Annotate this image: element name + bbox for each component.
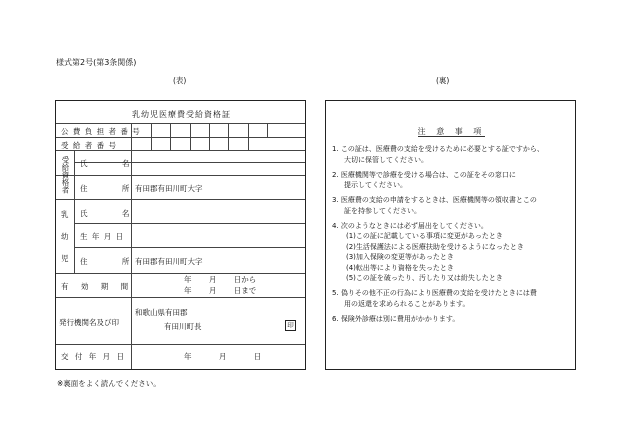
official-seal: 印 (285, 320, 296, 331)
note-sub-item: (4)転出等により資格を失ったとき (346, 263, 454, 272)
child-group-label-1: 乳 (61, 210, 69, 219)
note-sub-item: (5)この証を破ったり、汚したり又は紛失したとき (346, 274, 503, 282)
issue-date-value: 年 月 日 (184, 352, 262, 361)
note-sub-item: (1)この証に記載している事項に変更があったとき (346, 232, 503, 240)
note-line: 4. 次のようなときには必ず届出をしてください。 (332, 221, 488, 230)
child-address-value: 有田郡有田川町大字 (135, 257, 203, 266)
validity-from: 年 月 日から (184, 275, 257, 284)
recipient-number-label: 受 給 者 番 号 (61, 141, 118, 150)
note-line: 証を持参してください。 (344, 206, 421, 215)
child-name-label: 氏 名 (80, 209, 146, 218)
back-card (325, 100, 576, 370)
child-group-label-2: 幼 (61, 232, 69, 241)
notes-title: 注 意 事 項 (417, 127, 486, 136)
validity-label: 有 効 期 間 (61, 282, 134, 291)
birthdate-label: 生 年 月 日 (80, 232, 125, 241)
note-item (332, 314, 572, 325)
qualified-person-group-label: 受給資格者 (61, 156, 70, 194)
note-line: 1. この証は、医療費の支給を受けるために必要とする証ですから、 (332, 145, 544, 153)
issuer-prefecture: 和歌山県有田郡 (135, 308, 188, 317)
note-sub-item: (2)生活保護法による医療扶助を受けるようになったとき (346, 242, 524, 251)
qualified-address-value: 有田郡有田川町大字 (135, 184, 203, 193)
issuer-mayor: 有田川町長 (164, 322, 202, 331)
note-sub-item: (3)加入保険の変更等があったとき (346, 253, 454, 261)
note-item (332, 170, 572, 191)
child-address-label: 住 所 (80, 257, 146, 266)
note-line: 3. 医療費の支給の申請をするときは、医療機関等の領収書とこの (332, 196, 537, 204)
validity-to: 年 月 日まで (184, 286, 257, 295)
front-side-label: (表) (173, 76, 187, 85)
note-line: 用の返還を求められることがあります。 (344, 299, 470, 308)
note-item (332, 144, 572, 165)
child-group-label-3: 児 (61, 254, 69, 263)
front-card (55, 100, 306, 370)
note-line: 提示してください。 (344, 181, 407, 189)
footnote: ※裏面をよく読んでください。 (57, 379, 161, 388)
note-line: 5. 偽りその他不正の行為により医療費の支給を受けたときには費 (332, 289, 537, 297)
back-side-label: (裏) (436, 76, 450, 85)
issuer-label: 発行機関名及び印 (59, 318, 119, 327)
note-item (332, 195, 572, 216)
issue-date-label: 交 付 年 月 日 (61, 352, 127, 361)
form-number: 様式第2号(第3条関係) (56, 58, 137, 67)
note-line: 大切に保管してください。 (344, 155, 428, 164)
note-line: 2. 医療機関等で診療を受ける場合は、この証をその窓口に (332, 170, 516, 179)
notes-list (332, 144, 572, 329)
note-item (332, 288, 572, 309)
qualified-name-label: 氏 名 (80, 159, 146, 168)
qualified-address-label: 住 所 (80, 184, 146, 193)
note-item (332, 221, 572, 284)
public-payer-number-label: 公 費 負 担 者 番 号 (61, 127, 141, 136)
note-line: 6. 保険外診療は別に費用がかかります。 (332, 314, 460, 323)
card-title: 乳幼児医療費受給資格証 (132, 110, 231, 119)
